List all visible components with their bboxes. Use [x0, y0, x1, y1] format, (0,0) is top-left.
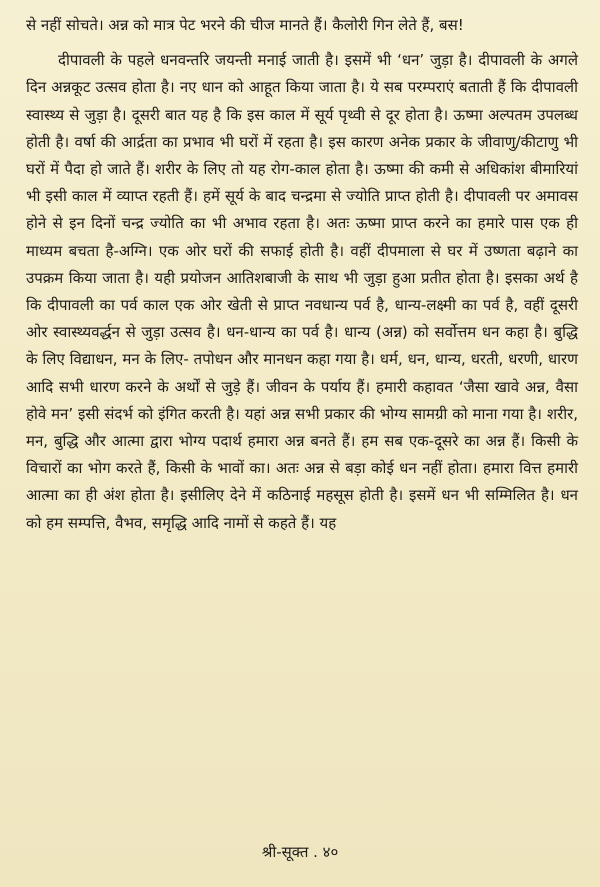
page-footer: श्री-सूक्त . ४०: [261, 843, 339, 861]
paragraph-main: दीपावली के पहले धनवन्तरि जयन्ती मनाई जाती है। इसमें भी ‘धन’ जुड़ा है। दीपावली के अगले दिन अन्नकूट उत्सव होता है। नए धान को आहूत किया जाता है। ये सब परम्पराएं बताती हैं कि दीपावली स्वास्थ्य से जुड़ा है। दूसरी बात यह है कि इस काल में सूर्य पृथ्वी से दूर होता है। ऊष्मा अल्पतम उपलब्ध होती है। वर्षा की आर्द्रता का प्रभाव भी घरों में रहता है। इस कारण अनेक प्रकार के जीवाणु/कीटाणु भी घरों में पैदा हो जाते हैं। शरीर के लिए तो यह रोग-काल होता है। ऊष्मा की कमी से अधिकांश बीमारियां भी इसी काल में व्याप्त रहती हैं। हमें सूर्य के बाद चन्द्रमा से ज्योति प्राप्त होती है। दीपावली पर अमावस होने से इन दिनों चन्द्र ज्योति का भी अभाव रहता है। अतः ऊष्मा प्राप्त करने का हमारे पास एक ही माध्यम बचता है-अग्नि। एक ओर घरों की सफाई होती है। वहीं दीपमाला से घर में उष्णता बढ़ाने का उपक्रम किया जाता है। यही प्रयोजन आतिशबाजी के साथ भी जुड़ा हुआ प्रतीत होता है। इसका अर्थ है कि दीपावली का पर्व काल एक ओर खेती से प्राप्त नवधान्य पर्व है, धान्य-लक्ष्मी का पर्व है, वहीं दूसरी ओर स्वास्थ्यवर्द्धन से जुड़ा उत्सव है। धन-धान्य का पर्व है। धान्य (अन्न) को सर्वोत्तम धन कहा है। बुद्धि के लिए विद्याधन, मन के लिए- तपोधन और मानधन कहा गया है। धर्म, धन, धान्य, धरती, धरणी, धारण आदि सभी धारण करने के अर्थों से जुड़े हैं। जीवन के पर्याय हैं। हमारी कहावत ‘जैसा खावे अन्न, वैसा होवे मन’ इसी संदर्भ को इंगित करती है। यहां अन्न सभी प्रकार की भोग्य सामग्री को माना गया है। शरीर, मन, बुद्धि और आत्मा द्वारा भोग्य पदार्थ हमारा अन्न बनते हैं। हम सब एक-दूसरे का अन्न हैं। किसी के विचारों का भोग करते हैं, किसी के भावों का। अतः अन्न से बड़ा कोई धन नहीं होता। हमारा वित्त हमारी आत्मा का ही अंश होता है। इसीलिए देने में कठिनाई महसूस होती है। इसमें धन भी सम्मिलित है। धन को हम सम्पत्ति, वैभव, समृद्धि आदि नामों से कहते हैं। यह: [26, 51, 578, 532]
paragraph-continuation: से नहीं सोचते। अन्न को मात्र पेट भरने की चीज मानते हैं। कैलोरी गिन लेते हैं, बस!: [26, 16, 464, 34]
